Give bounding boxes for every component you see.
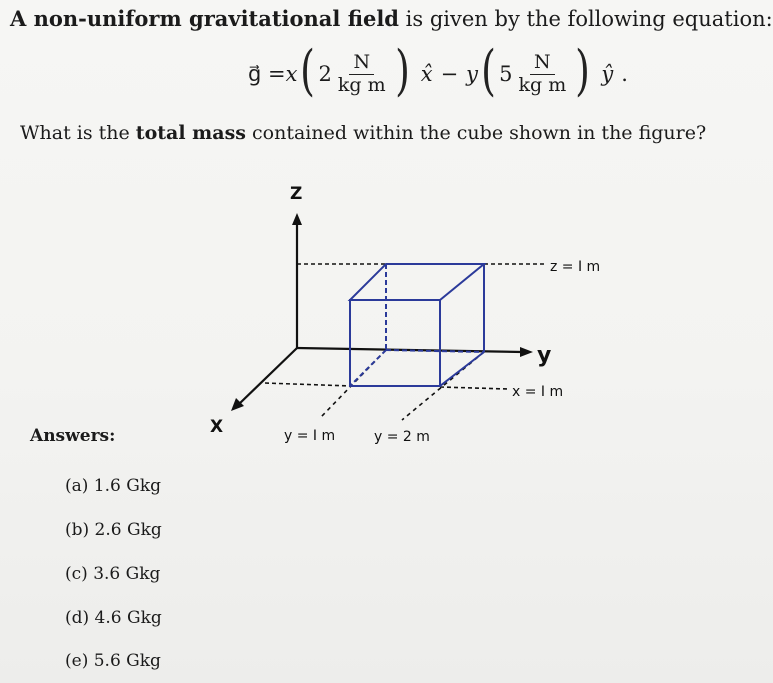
- question-text: [20, 122, 706, 144]
- cube-top-face: [350, 264, 484, 300]
- question-prefix: What is the: [20, 122, 136, 144]
- right-paren-1: ): [394, 39, 410, 102]
- title-bold-part: A non-uniform gravitational field: [10, 6, 399, 31]
- answer-option-a: (a) 1.6 Gkg: [65, 476, 162, 496]
- cube-hidden-edge-back: [386, 350, 484, 352]
- y-axis: [297, 348, 522, 352]
- left-paren-2: (: [481, 39, 496, 102]
- unit-fraction-1: [334, 52, 390, 97]
- y1-guide: [320, 350, 386, 418]
- unit-denominator-2: kg m: [518, 73, 567, 96]
- x-axis: [238, 348, 297, 405]
- y1-label: y = I m: [284, 428, 336, 444]
- cube-front-face: [350, 300, 440, 386]
- answer-option-e: (e) 5.6 Gkg: [65, 651, 161, 671]
- unit-fraction-2: [515, 52, 571, 97]
- x-level-guide-left: [265, 383, 350, 386]
- unit-vector-y: ŷ: [601, 62, 614, 86]
- equation-lhs: g⃗ =: [248, 62, 286, 86]
- y2-label: y = 2 m: [374, 429, 430, 445]
- answer-option-d: (d) 4.6 Gkg: [65, 608, 162, 628]
- right-paren-2: ): [575, 39, 591, 102]
- problem-title: [10, 6, 773, 31]
- z-axis-label: Z: [290, 184, 303, 204]
- x-level-guide-right: [440, 387, 508, 389]
- unit-vector-x: x̂: [420, 62, 433, 86]
- answers-heading: Answers:: [30, 426, 116, 446]
- unit-numerator-1: N: [349, 52, 374, 75]
- coef-x: 2: [318, 62, 332, 86]
- x-axis-arrowhead: [231, 398, 244, 411]
- question-bold: total mass: [135, 122, 246, 144]
- x-axis-label: X: [210, 417, 224, 437]
- y-axis-arrowhead: [520, 347, 533, 357]
- answer-option-c: (c) 3.6 Gkg: [65, 564, 161, 584]
- unit-numerator-2: N: [530, 52, 555, 75]
- cube-hidden-edge-depth: [350, 350, 386, 386]
- left-paren-1: (: [300, 39, 316, 102]
- minus-sign: −: [440, 62, 459, 86]
- coef-y: 5: [499, 62, 513, 86]
- field-equation: [248, 39, 628, 104]
- x-level-label: x = I m: [512, 384, 564, 400]
- title-rest: is given by the following equation:: [399, 7, 773, 31]
- equation-var-y: y: [466, 62, 479, 86]
- z-level-label: z = I m: [550, 259, 601, 275]
- y-axis-label: y: [537, 343, 552, 368]
- equation-period: .: [621, 62, 628, 86]
- question-suffix: contained within the cube shown in the figure?: [245, 122, 707, 144]
- cube-right-edge-bottom: [440, 352, 484, 386]
- unit-denominator-1: kg m: [337, 73, 386, 96]
- z-axis-arrowhead: [292, 213, 302, 225]
- equation-var-x: x: [285, 62, 298, 86]
- answer-option-b: (b) 2.6 Gkg: [65, 520, 162, 540]
- y2-guide: [402, 352, 484, 420]
